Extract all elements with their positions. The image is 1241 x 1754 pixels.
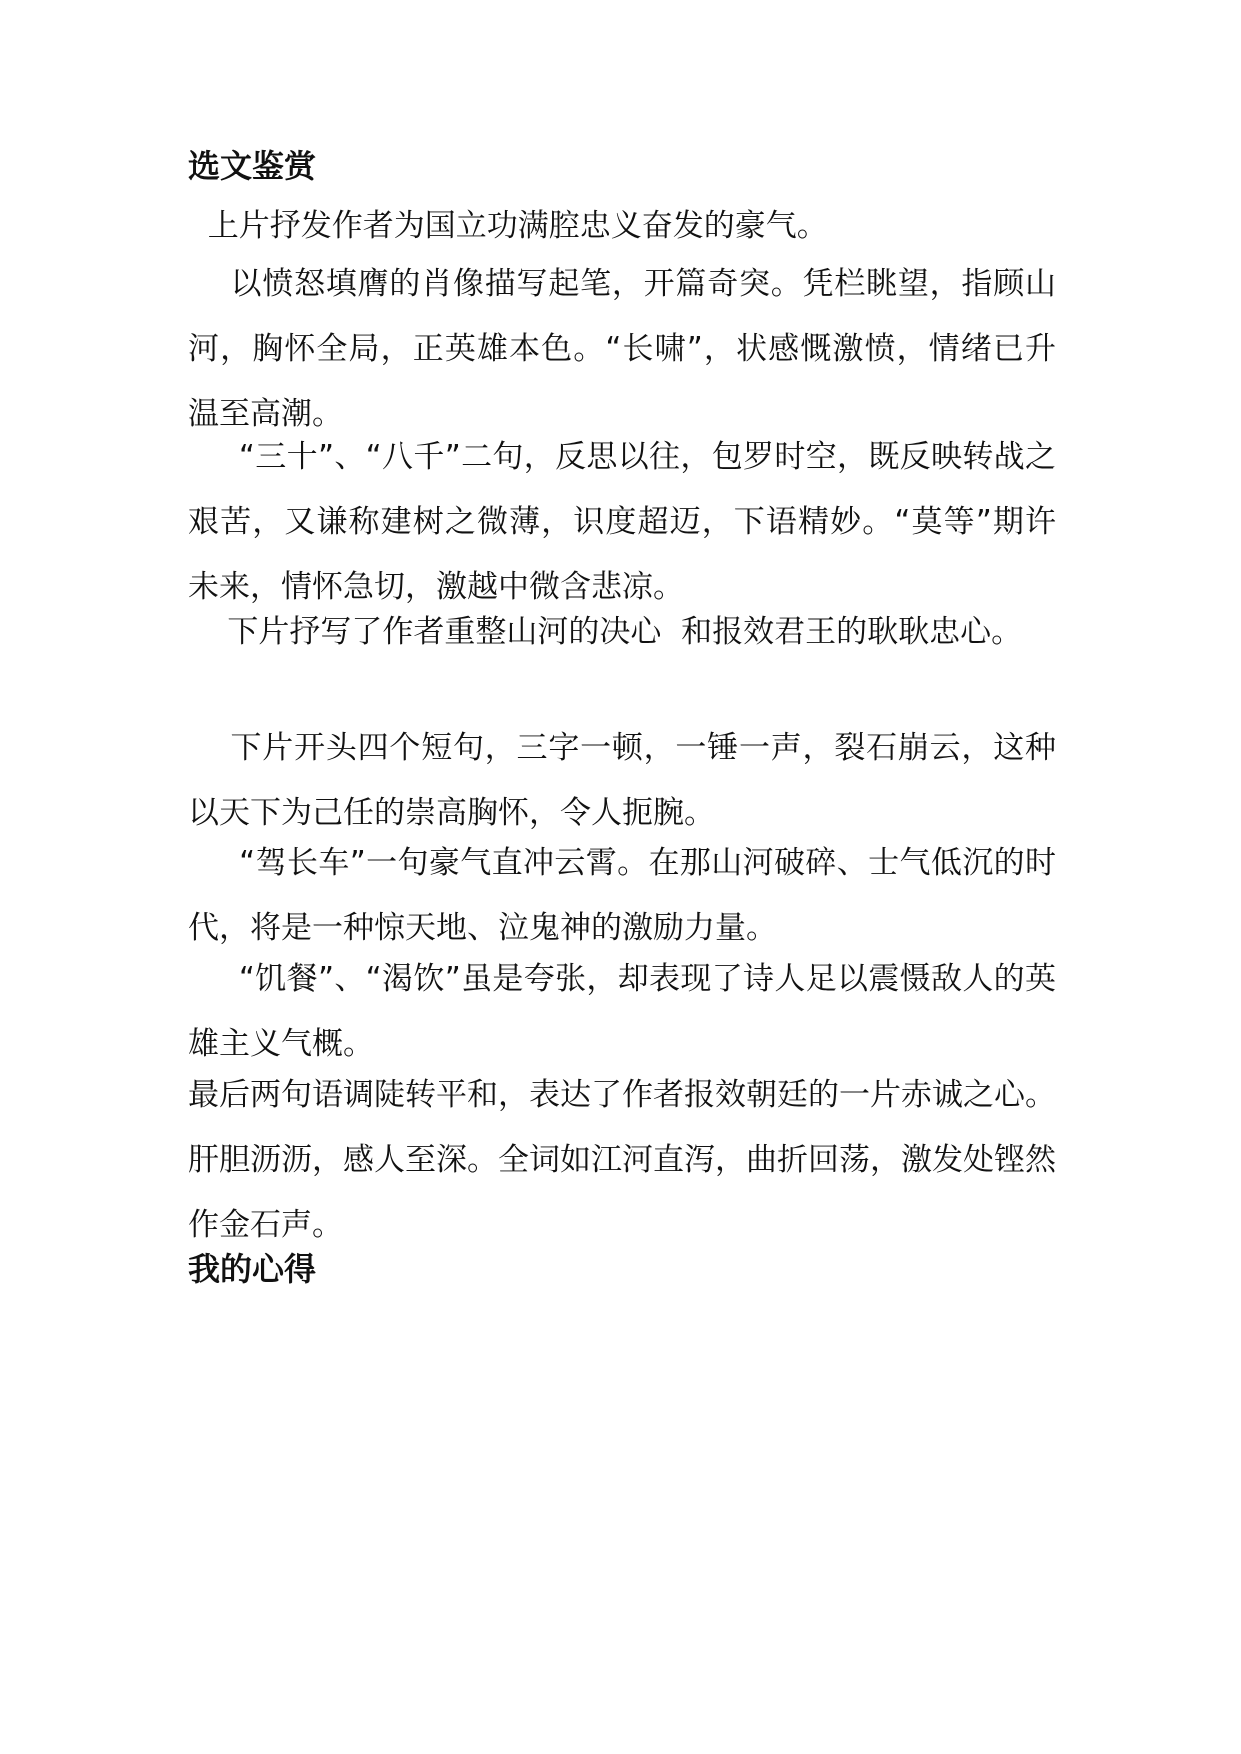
paragraph-portrait: 以愤怒填膺的肖像描写起笔，开篇奇突。凭栏眺望，指顾山河，胸怀全局，正英雄本色。“长啸”，状感慨激愤，情绪已升温至高潮。: [188, 266, 1056, 432]
paragraph-second-half: 下片抒写了作者重整山河的决心 和报效君王的耿耿忠心。: [188, 614, 1023, 650]
paragraph-short-sentences: 下片开头四个短句，三字一顿，一锤一声，裂石崩云，这种以天下为己任的崇高胸怀，令人扼腕。: [188, 730, 1056, 831]
paragraph-intro: 上片抒发作者为国立功满腔忠义奋发的豪气。: [188, 208, 828, 244]
paragraph-hunger-thirst: “饥餐”、“渴饮”虽是夸张，却表现了诗人足以震慑敌人的英雄主义气概。: [188, 961, 1056, 1062]
paragraph-chariot: “驾长车”一句豪气直冲云霄。在那山河破碎、士气低沉的时代，将是一种惊天地、泣鬼神的激励力量。: [188, 845, 1056, 946]
paragraph-thirty-eight-thousand: “三十”、“八千”二句，反思以往，包罗时空，既反映转战之艰苦，又谦称建树之微薄，识度超迈，下语精妙。“莫等”期许未来，情怀急切，激越中微含悲凉。: [188, 439, 1056, 605]
paragraph-conclusion: 最后两句语调陡转平和，表达了作者报效朝廷的一片赤诚之心。肝胆沥沥，感人至深。全词如江河直泻，曲折回荡，激发处铿然作金石声。: [188, 1077, 1056, 1243]
section-heading-appreciation: 选文鉴赏: [188, 147, 317, 185]
section-heading-reflection: 我的心得: [188, 1250, 317, 1288]
